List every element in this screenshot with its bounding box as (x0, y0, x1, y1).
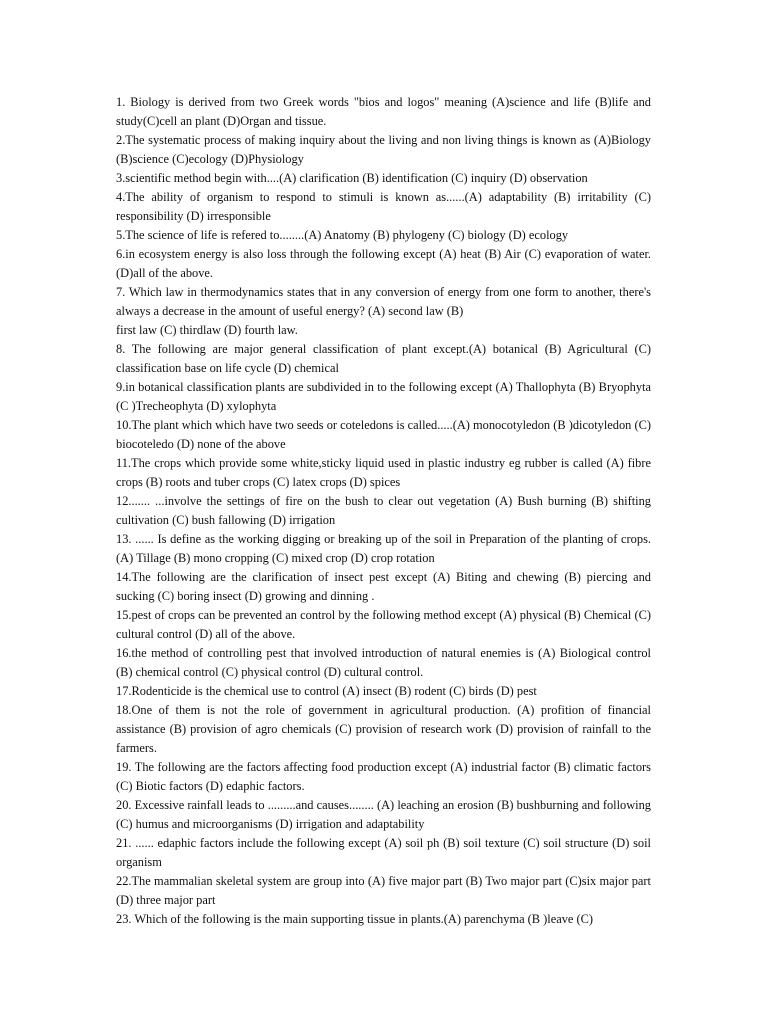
question-11: 11.The crops which provide some white,sticky liquid used in plastic industry eg rubber is called (A) fibre crops (B) roots and tuber crops (C) latex crops (D) spices (116, 456, 651, 489)
question-6: 6.in ecosystem energy is also loss through the following except (A) heat (B) Air (C) evaporation of water.(D)all of the above. (116, 247, 651, 280)
question-9: 9.in botanical classification plants are subdivided in to the following except (A) Thallophyta (B) Bryophyta (C )Trecheophyta (D) xylophyta (116, 380, 651, 413)
question-3: 3.scientific method begin with....(A) clarification (B) identification (C) inquiry (D) observation (116, 171, 588, 185)
question-4: 4.The ability of organism to respond to stimuli is known as......(A) adaptability (B) irritability (C) responsibility (D) irresponsible (116, 190, 651, 223)
question-23: 23. Which of the following is the main supporting tissue in plants.(A) parenchyma (B )leave (C) (116, 912, 594, 926)
question-16: 16.the method of controlling pest that involved introduction of natural enemies is (A) Biological control (B) chemical control (C) physical control (D) cultural control. (116, 646, 651, 679)
question-8: 8. The following are major general classification of plant except.(A) botanical (B) Agricultural (C) classification base on life cycle (D) chemical (116, 342, 651, 375)
question-13: 13. ...... Is define as the working digging or breaking up of the soil in Preparation of the planting of crops. (A) Tillage (B) mono cropping (C) mixed crop (D) crop rotation (116, 532, 651, 565)
question-19: 19. The following are the factors affecting food production except (A) industrial factor (B) climatic factors (C) Biotic factors (D) edaphic factors. (116, 760, 651, 793)
question-5: 5.The science of life is refered to........(A) Anatomy (B) phylogeny (C) biology (D) ecology (116, 228, 569, 242)
question-15: 15.pest of crops can be prevented an control by the following method except (A) physical (B) Chemical (C) cultural control (D) all of the above. (116, 608, 651, 641)
question-14: 14.The following are the clarification of insect pest except (A) Biting and chewing (B) piercing and sucking (C) boring insect (D) growing and dinning . (116, 570, 651, 603)
question-12: 12....... ...involve the settings of fire on the bush to clear out vegetation (A) Bush burning (B) shifting cultivation (C) bush fallowing (D) irrigation (116, 494, 651, 527)
question-17: 17.Rodenticide is the chemical use to control (A) insect (B) rodent (C) birds (D) pest (116, 684, 537, 698)
question-20: 20. Excessive rainfall leads to .........and causes........ (A) leaching an erosion (B) bushburning and following (C) humus and microorganisms (D) irrigation and adaptability (116, 798, 651, 831)
question-22: 22.The mammalian skeletal system are group into (A) five major part (B) Two major part (C)six major part (D) three major part (116, 874, 651, 907)
document-page (116, 93, 651, 929)
question-18: 18.One of them is not the role of government in agricultural production. (A) profition of financial assistance (B) provision of agro chemicals (C) provision of research work (D) provision of rainfall to the farmers. (116, 703, 651, 755)
question-21: 21. ...... edaphic factors include the following except (A) soil ph (B) soil texture (C) soil structure (D) soil organism (116, 836, 651, 869)
question-10: 10.The plant which which have two seeds or coteledons is called.....(A) monocotyledon (B )dicotyledon (C) biocoteledo (D) none of the above (116, 418, 651, 451)
question-1: 1. Biology is derived from two Greek words "bios and logos" meaning (A)science and life (B)life and study(C)cell an plant (D)Organ and tissue. (116, 95, 651, 128)
question-7: 7. Which law in thermodynamics states that in any conversion of energy from one form to another, there's always a decrease in the amount of useful energy? (A) second law (B) first law (C) thirdlaw (D) fourth law. (116, 285, 651, 337)
question-2: 2.The systematic process of making inquiry about the living and non living things is known as (A)Biology (B)science (C)ecology (D)Physiology (116, 133, 651, 166)
